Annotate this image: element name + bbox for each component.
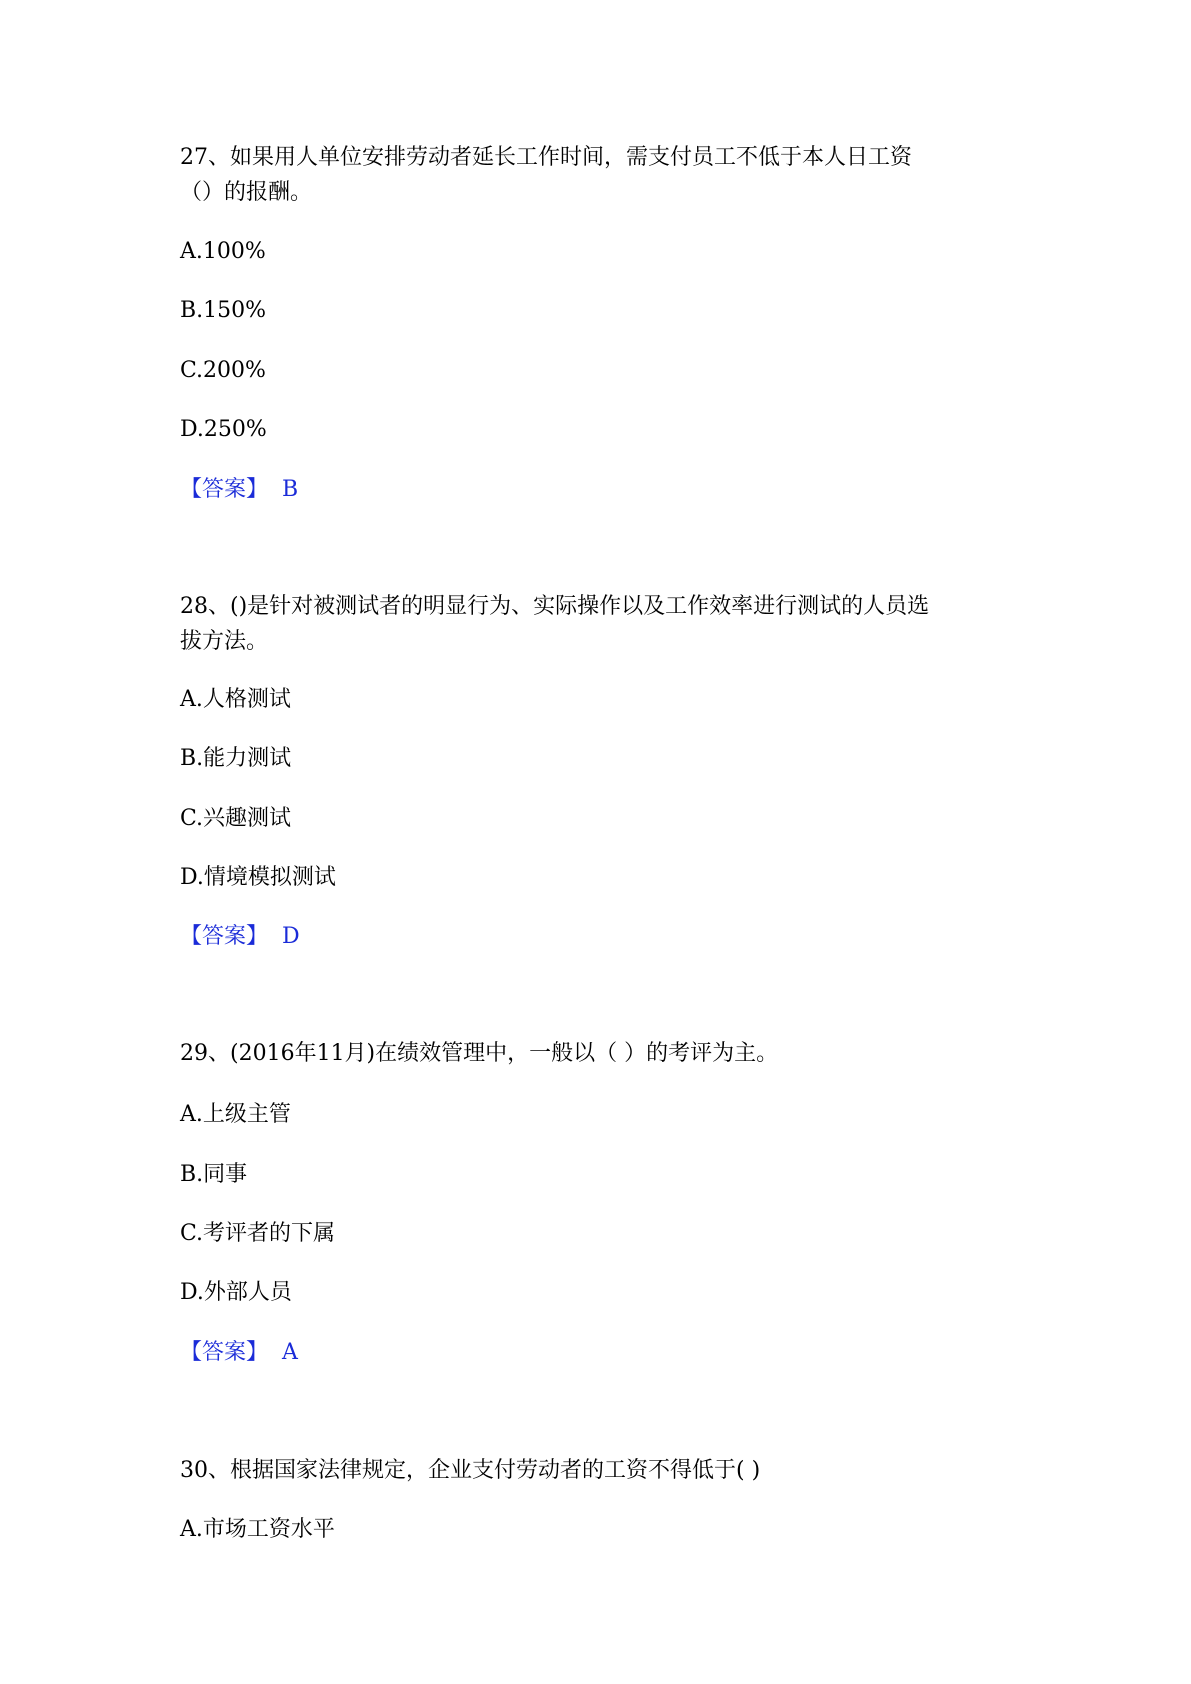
question-28-stem-line-2: 拔方法。 — [180, 629, 269, 654]
question-27-stem-line-2: （）的报酬。 — [180, 180, 313, 205]
question-30-stem-line-1: 30、根据国家法律规定，企业支付劳动者的工资不得低于( ) — [180, 1458, 761, 1483]
answer-value: A — [282, 1340, 298, 1365]
question-28-option-d: D.情境模拟测试 — [180, 865, 336, 890]
question-28-option-c: C.兴趣测试 — [180, 806, 292, 831]
answer-value: B — [282, 477, 299, 502]
question-29-answer — [180, 1338, 298, 1368]
question-27-option-c: C.200% — [180, 358, 266, 383]
question-27-stem-line-1: 27、如果用人单位安排劳动者延长工作时间，需支付员工不低于本人日工资 — [180, 145, 912, 170]
question-29-option-a: A.上级主管 — [180, 1102, 291, 1127]
question-29-option-d: D.外部人员 — [180, 1280, 292, 1305]
question-27-option-d: D.250% — [180, 417, 267, 442]
answer-label: 【答案】 — [180, 1340, 269, 1365]
question-27-answer — [180, 475, 298, 505]
answer-value: D — [282, 924, 300, 949]
question-28-stem-line-1: 28、()是针对被测试者的明显行为、实际操作以及工作效率进行测试的人员选 — [180, 594, 930, 619]
question-28-answer — [180, 922, 300, 952]
question-29-option-b: B.同事 — [180, 1162, 248, 1187]
question-29-stem-line-1: 29、(2016年11月)在绩效管理中，一般以（ ）的考评为主。 — [180, 1041, 779, 1066]
answer-label: 【答案】 — [180, 477, 269, 502]
question-30-option-a: A.市场工资水平 — [180, 1517, 335, 1542]
question-28-option-a: A.人格测试 — [180, 687, 291, 712]
question-27-option-b: B.150% — [180, 298, 267, 323]
question-29-option-c: C.考评者的下属 — [180, 1221, 336, 1246]
question-28-option-b: B.能力测试 — [180, 746, 292, 771]
answer-label: 【答案】 — [180, 924, 269, 949]
question-27-option-a: A.100% — [180, 239, 266, 264]
